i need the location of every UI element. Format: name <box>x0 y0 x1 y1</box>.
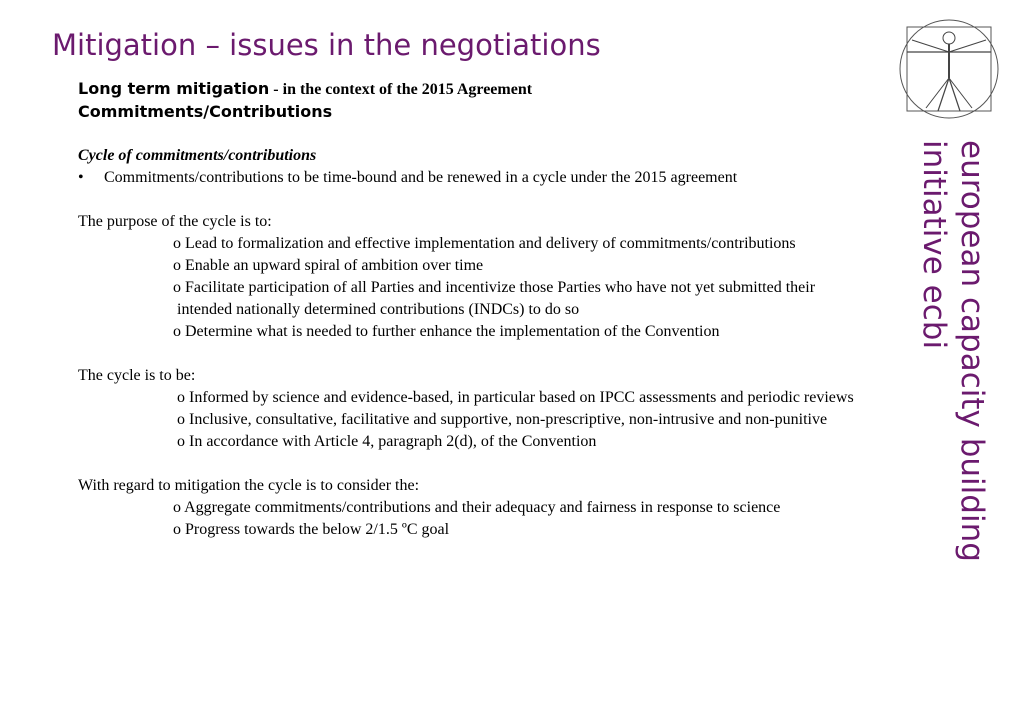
purpose-item: o Determine what is needed to further enhance the implementation of the Convention <box>173 323 720 340</box>
cycle-is-item: o Informed by science and evidence-based, in particular based on IPCC assessments and periodic reviews <box>173 389 854 406</box>
subtitle-context: - in the context of the 2015 Agreement <box>269 81 533 98</box>
subtitle-line2: Commitments/Contributions <box>78 102 333 121</box>
purpose-heading: The purpose of the cycle is to: <box>78 213 272 230</box>
purpose-item: o Lead to formalization and effective implementation and delivery of commitments/contributions <box>173 235 796 252</box>
organization-sidebar-text <box>912 135 992 580</box>
org-name-line2: initiative ecbi <box>916 140 952 350</box>
cycle-heading: Cycle of commitments/contributions <box>78 147 317 164</box>
cycle-bullet-item <box>78 167 918 189</box>
cycle-is-heading: The cycle is to be: <box>78 367 196 384</box>
bullet-icon: • <box>78 169 84 186</box>
cycle-is-item: o In accordance with Article 4, paragraph 2(d), of the Convention <box>173 433 597 450</box>
cycle-bullet-text: Commitments/contributions to be time-bound and be renewed in a cycle under the 2015 agreement <box>104 169 738 186</box>
mitigation-item: o Aggregate commitments/contributions and their adequacy and fairness in response to science <box>173 499 781 516</box>
slide-title: Mitigation – issues in the negotiations <box>52 28 601 62</box>
cycle-is-item: o Inclusive, consultative, facilitative and supportive, non-prescriptive, non-intrusive and non-punitive <box>173 411 828 428</box>
purpose-item-continued: intended nationally determined contributions (INDCs) to do so <box>173 301 580 318</box>
mitigation-item: o Progress towards the below 2/1.5 ºC goal <box>173 521 450 538</box>
purpose-item: o Facilitate participation of all Parties and incentivize those Parties who have not yet submitted their <box>173 279 816 296</box>
slide-content <box>78 78 918 541</box>
subtitle-main: Long term mitigation <box>78 79 270 98</box>
org-name-line1: european capacity building <box>954 140 990 562</box>
purpose-item: o Enable an upward spiral of ambition over time <box>173 257 484 274</box>
mitigation-heading: With regard to mitigation the cycle is to consider the: <box>78 477 420 494</box>
